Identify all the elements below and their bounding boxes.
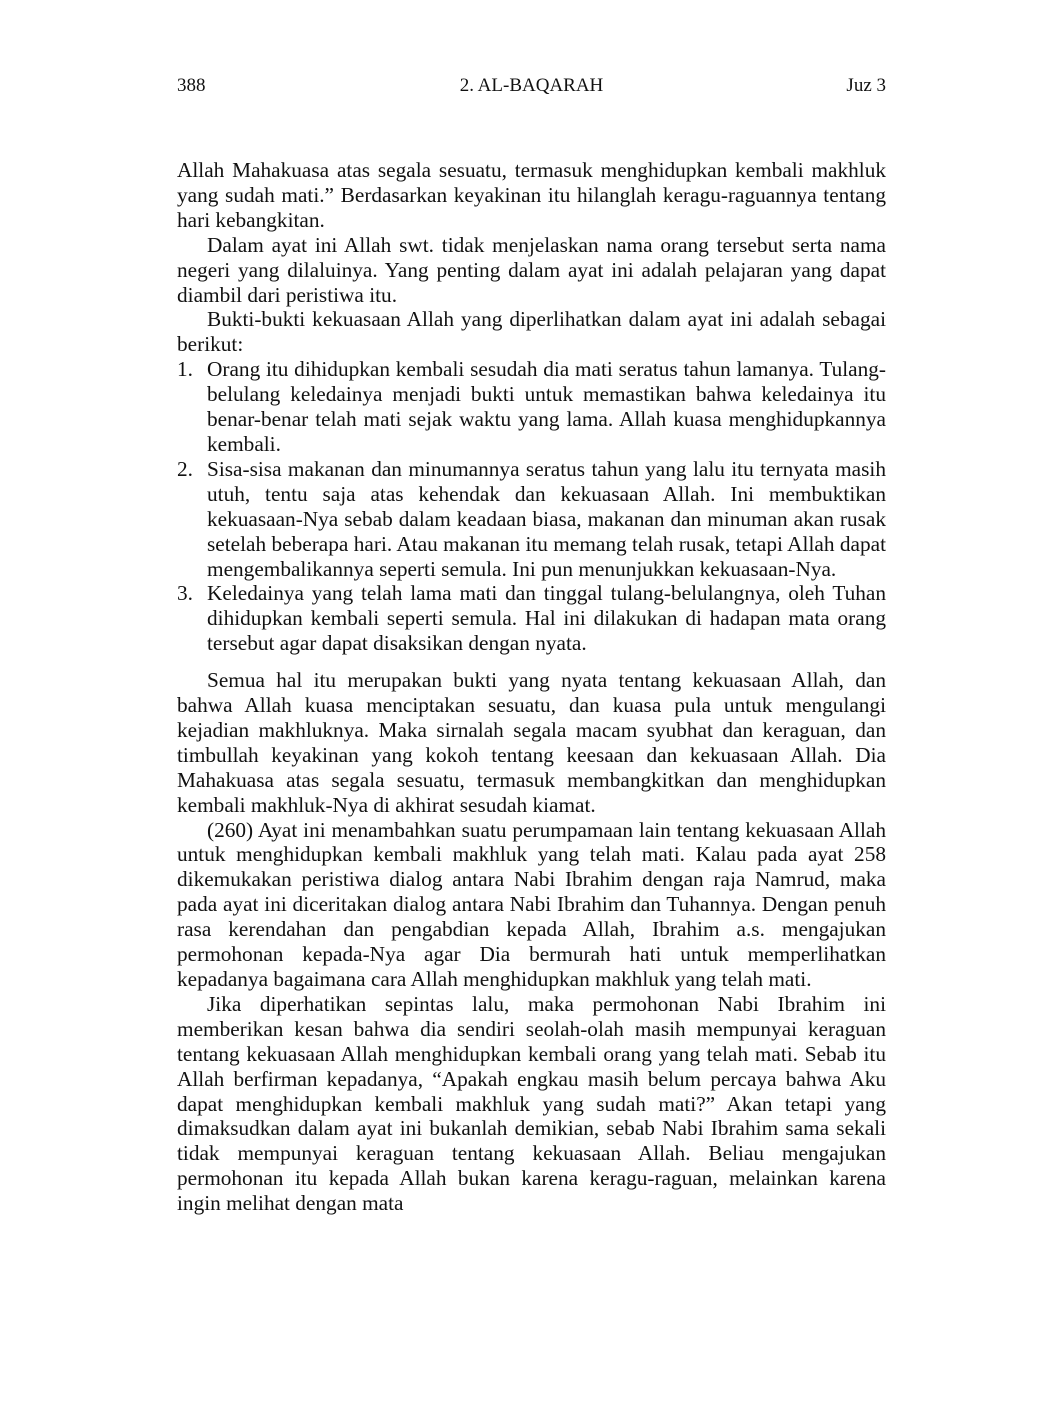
list-item-text: Sisa-sisa makanan dan minumannya seratus tahun yang lalu itu ternyata masih utuh, tentu saja atas kehendak dan kekuasaan Allah. Ini membuktikan kekuasaan-Nya sebab dalam keadaan biasa, makanan dan minuman akan rusak setelah beberapa hari. Atau makanan itu memang telah rusak, tetapi Allah dapat mengembalikannya seperti semula. Ini pun menunjukkan kekuasaan-Nya.: [207, 456, 886, 581]
page-number: 388: [177, 75, 206, 96]
paragraph: Semua hal itu merupakan bukti yang nyata tentang kekuasaan Allah, dan bahwa Allah kuasa menciptakan sesuatu, dan kuasa pula untuk mengulangi kejadian makhluknya. Maka sirnalah segala macam syubhat dan keraguan, dan timbullah keyakinan yang kokoh tentang keesaan dan kekuasaan Allah. Dia Mahakuasa atas segala sesuatu, termasuk membangkitkan dan menghidupkan kembali makhluk-Nya di akhirat sesudah kiamat.: [177, 668, 886, 817]
list-item-text: Orang itu dihidupkan kembali sesudah dia mati seratus tahun lamanya. Tulang-belulang keledainya menjadi bukti untuk memastikan bahwa keledainya itu benar-benar telah mati sejak waktu yang lama. Allah kuasa menghidupkannya kembali.: [207, 357, 886, 456]
list-item-number: 2.: [177, 456, 193, 481]
list-item-number: 1.: [177, 357, 193, 382]
paragraph-continuation: Allah Mahakuasa atas segala sesuatu, termasuk menghidupkan kembali makhluk yang sudah mati.” Berdasarkan keyakinan itu hilanglah keragu-raguannya tentang hari kebangkitan.: [177, 158, 886, 232]
running-header: [177, 72, 886, 100]
list-item: [177, 581, 886, 656]
list-item-number: 3.: [177, 581, 193, 606]
paragraph: Jika diperhatikan sepintas lalu, maka permohonan Nabi Ibrahim ini memberikan kesan bahwa dia sendiri seolah-olah masih mempunyai keraguan tentang kekuasaan Allah menghidupkan kembali orang yang telah mati. Sebab itu Allah berfirman kepadanya, “Apakah engkau masih belum percaya bahwa Aku dapat menghidupkan kembali makhluk yang sudah mati?” Akan tetapi yang dimaksudkan dalam ayat ini bukanlah demikian, sebab Nabi Ibrahim sama sekali tidak mempunyai keraguan tentang kekuasaan Allah. Beliau mengajukan permohonan itu kepada Allah bukan karena keragu-raguan, melainkan karena ingin melihat dengan mata: [177, 991, 886, 1216]
chapter-title: 2. AL-BAQARAH: [459, 75, 604, 96]
juz-label: Juz 3: [846, 75, 886, 96]
list-item-text: Keledainya yang telah lama mati dan tinggal tulang-belulangnya, oleh Tuhan dihidupkan kembali seperti semula. Hal ini dilakukan di hadapan mata orang tersebut agar dapat disaksikan dengan nyata.: [207, 581, 886, 656]
page-body: [177, 158, 886, 1216]
list-item: [177, 457, 886, 582]
paragraph: Bukti-bukti kekuasaan Allah yang diperlihatkan dalam ayat ini adalah sebagai berikut:: [177, 307, 886, 357]
evidence-list: [177, 357, 886, 656]
paragraph: (260) Ayat ini menambahkan suatu perumpamaan lain tentang kekuasaan Allah untuk menghidupkan kembali makhluk yang telah mati. Kalau pada ayat 258 dikemukakan peristiwa dialog antara Nabi Ibrahim dengan raja Namrud, maka pada ayat ini diceritakan dialog antara Nabi Ibrahim dan Tuhannya. Dengan penuh rasa kerendahan dan pengabdian kepada Allah, Ibrahim a.s. mengajukan permohonan kepada-Nya agar Dia bermurah hati untuk memperlihatkan kepadanya bagaimana cara Allah menghidupkan makhluk yang telah mati.: [177, 817, 886, 991]
list-item: [177, 357, 886, 457]
paragraph: Dalam ayat ini Allah swt. tidak menjelaskan nama orang tersebut serta nama negeri yang dilaluinya. Yang penting dalam ayat ini adalah pelajaran yang dapat diambil dari peristiwa itu.: [177, 232, 886, 307]
